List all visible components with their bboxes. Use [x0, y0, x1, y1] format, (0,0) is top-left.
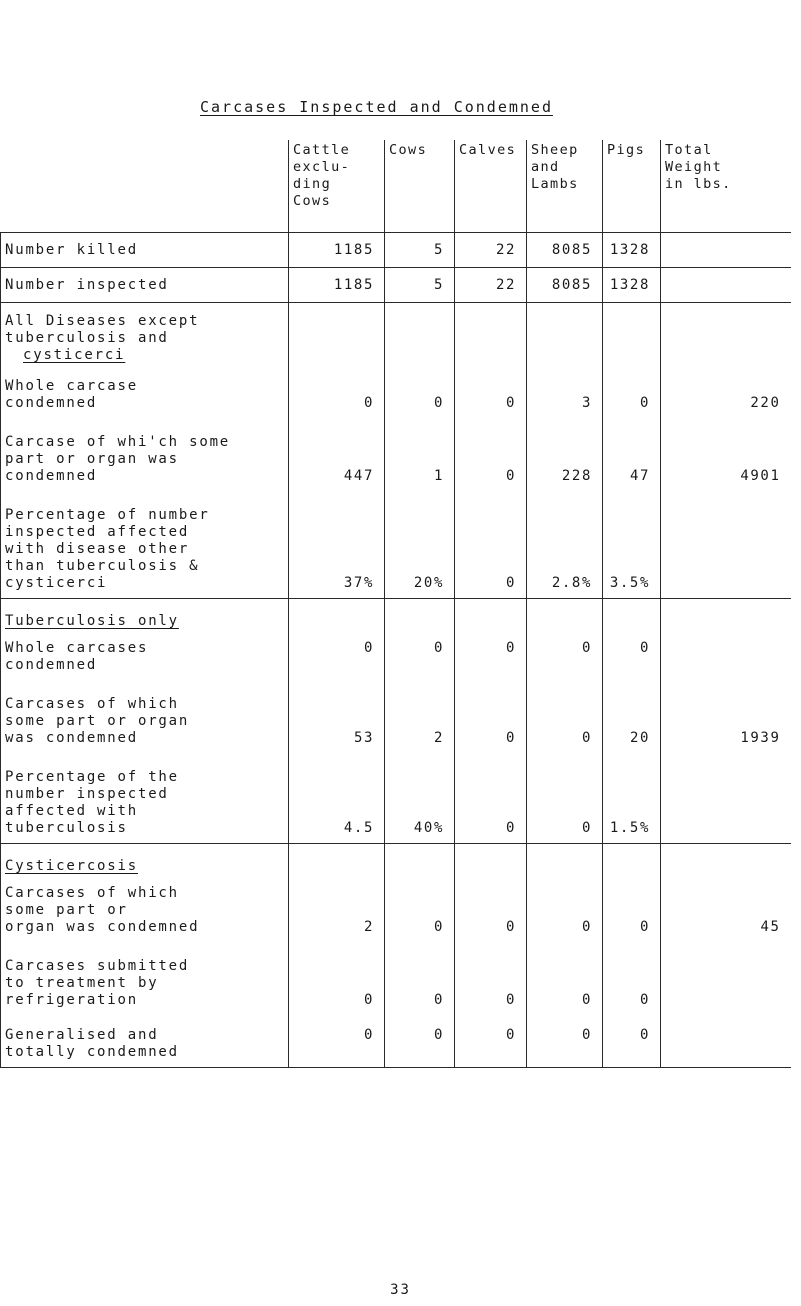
cell-cows: 0: [385, 1011, 455, 1068]
cell-sheep: 0: [527, 877, 603, 938]
cell-cattle: 0: [289, 938, 385, 1011]
cell-total: [661, 487, 791, 599]
table-row: [1, 233, 791, 268]
cell-total: 45: [661, 877, 791, 938]
cell-pigs: 0: [603, 1011, 661, 1068]
cell-cows: 40%: [385, 749, 455, 844]
table-row: [1, 938, 791, 1011]
cell-cattle: 37%: [289, 487, 385, 599]
header-sheep: Sheep and Lambs: [527, 140, 603, 233]
table-row: [1, 1011, 791, 1068]
heading-line: tuberculosis and: [5, 330, 169, 346]
header-cattle: Cattle exclu- ding Cows: [289, 140, 385, 233]
cell-cows: 0: [385, 632, 455, 676]
cell-cattle: 53: [289, 676, 385, 749]
cell-cows: 0: [385, 877, 455, 938]
cell-cattle: 1185: [289, 233, 385, 268]
cell-total: 1939: [661, 676, 791, 749]
cell-pigs: 0: [603, 938, 661, 1011]
cell-total: [661, 233, 791, 268]
cell-sheep: 8085: [527, 268, 603, 303]
cell-sheep: 2.8%: [527, 487, 603, 599]
table-row: [1, 632, 791, 676]
cell-total: 220: [661, 366, 791, 414]
cell-sheep: 0: [527, 938, 603, 1011]
table-row: [1, 268, 791, 303]
cell-cows: 2: [385, 676, 455, 749]
cell-total: [661, 749, 791, 844]
cell-cattle: 0: [289, 1011, 385, 1068]
cell-cattle: 4.5: [289, 749, 385, 844]
row-label: Whole carcase condemned: [1, 366, 289, 414]
cell-sheep: 0: [527, 632, 603, 676]
table-row: [1, 877, 791, 938]
cell-calves: 0: [455, 487, 527, 599]
cell-cows: 0: [385, 938, 455, 1011]
cell-calves: 0: [455, 749, 527, 844]
section-heading-tuberculosis: Tuberculosis only: [1, 599, 289, 633]
cell-pigs: 0: [603, 366, 661, 414]
cell-calves: 22: [455, 233, 527, 268]
cell-calves: 0: [455, 938, 527, 1011]
row-label: Percentage of the number inspected affected with tuberculosis: [1, 749, 289, 844]
heading-line: cysticerci: [23, 347, 126, 363]
cell-sheep: 0: [527, 676, 603, 749]
cell-calves: 0: [455, 877, 527, 938]
header-pigs: Pigs: [603, 140, 661, 233]
row-label: Number inspected: [1, 268, 289, 303]
cell-total: [661, 632, 791, 676]
cell-total: 4901: [661, 414, 791, 487]
header-row: [1, 140, 791, 233]
header-total: Total Weight in lbs.: [661, 140, 791, 233]
row-label: Generalised and totally condemned: [1, 1011, 289, 1068]
cell-calves: 0: [455, 366, 527, 414]
section-heading-row: [1, 599, 791, 633]
cell-calves: 0: [455, 414, 527, 487]
section-heading-row: [1, 844, 791, 878]
page-number: 33: [390, 1282, 411, 1298]
cell-cows: 5: [385, 233, 455, 268]
cell-cattle: 447: [289, 414, 385, 487]
cell-total: [661, 938, 791, 1011]
cell-cattle: 0: [289, 366, 385, 414]
cell-pigs: 0: [603, 877, 661, 938]
header-blank: [1, 140, 289, 233]
heading-line: All Diseases except: [5, 313, 200, 329]
carcases-table: [0, 140, 791, 1068]
row-label: Carcases of which some part or organ was condemned: [1, 877, 289, 938]
cell-cows: 20%: [385, 487, 455, 599]
cell-calves: 0: [455, 676, 527, 749]
cell-cows: 5: [385, 268, 455, 303]
row-label: Carcases submitted to treatment by refrigeration: [1, 938, 289, 1011]
cell-total: [661, 1011, 791, 1068]
table-row: [1, 749, 791, 844]
row-label: Number killed: [1, 233, 289, 268]
row-label: Percentage of number inspected affected with disease other than tuberculosis & cysticerci: [1, 487, 289, 599]
cell-cows: 0: [385, 366, 455, 414]
cell-sheep: 8085: [527, 233, 603, 268]
table-row: [1, 414, 791, 487]
table-row: [1, 676, 791, 749]
table-row: [1, 487, 791, 599]
cell-sheep: 228: [527, 414, 603, 487]
header-calves: Calves: [455, 140, 527, 233]
section-heading-row: [1, 303, 791, 367]
section-heading-all-diseases: [1, 303, 289, 367]
cell-cattle: 1185: [289, 268, 385, 303]
row-label: Whole carcases condemned: [1, 632, 289, 676]
cell-pigs: 1328: [603, 233, 661, 268]
cell-sheep: 3: [527, 366, 603, 414]
cell-pigs: 3.5%: [603, 487, 661, 599]
cell-cows: 1: [385, 414, 455, 487]
cell-pigs: 20: [603, 676, 661, 749]
cell-pigs: 47: [603, 414, 661, 487]
row-label: Carcase of whi'ch some part or organ was condemned: [1, 414, 289, 487]
section-heading-cysticercosis: Cysticercosis: [1, 844, 289, 878]
cell-calves: 0: [455, 632, 527, 676]
header-cows: Cows: [385, 140, 455, 233]
cell-calves: 0: [455, 1011, 527, 1068]
cell-pigs: 1.5%: [603, 749, 661, 844]
cell-cattle: 0: [289, 632, 385, 676]
cell-sheep: 0: [527, 749, 603, 844]
cell-pigs: 0: [603, 632, 661, 676]
cell-total: [661, 268, 791, 303]
page-title: Carcases Inspected and Condemned: [200, 98, 553, 116]
row-label: Carcases of which some part or organ was condemned: [1, 676, 289, 749]
table-row: [1, 366, 791, 414]
cell-sheep: 0: [527, 1011, 603, 1068]
cell-pigs: 1328: [603, 268, 661, 303]
cell-calves: 22: [455, 268, 527, 303]
cell-cattle: 2: [289, 877, 385, 938]
